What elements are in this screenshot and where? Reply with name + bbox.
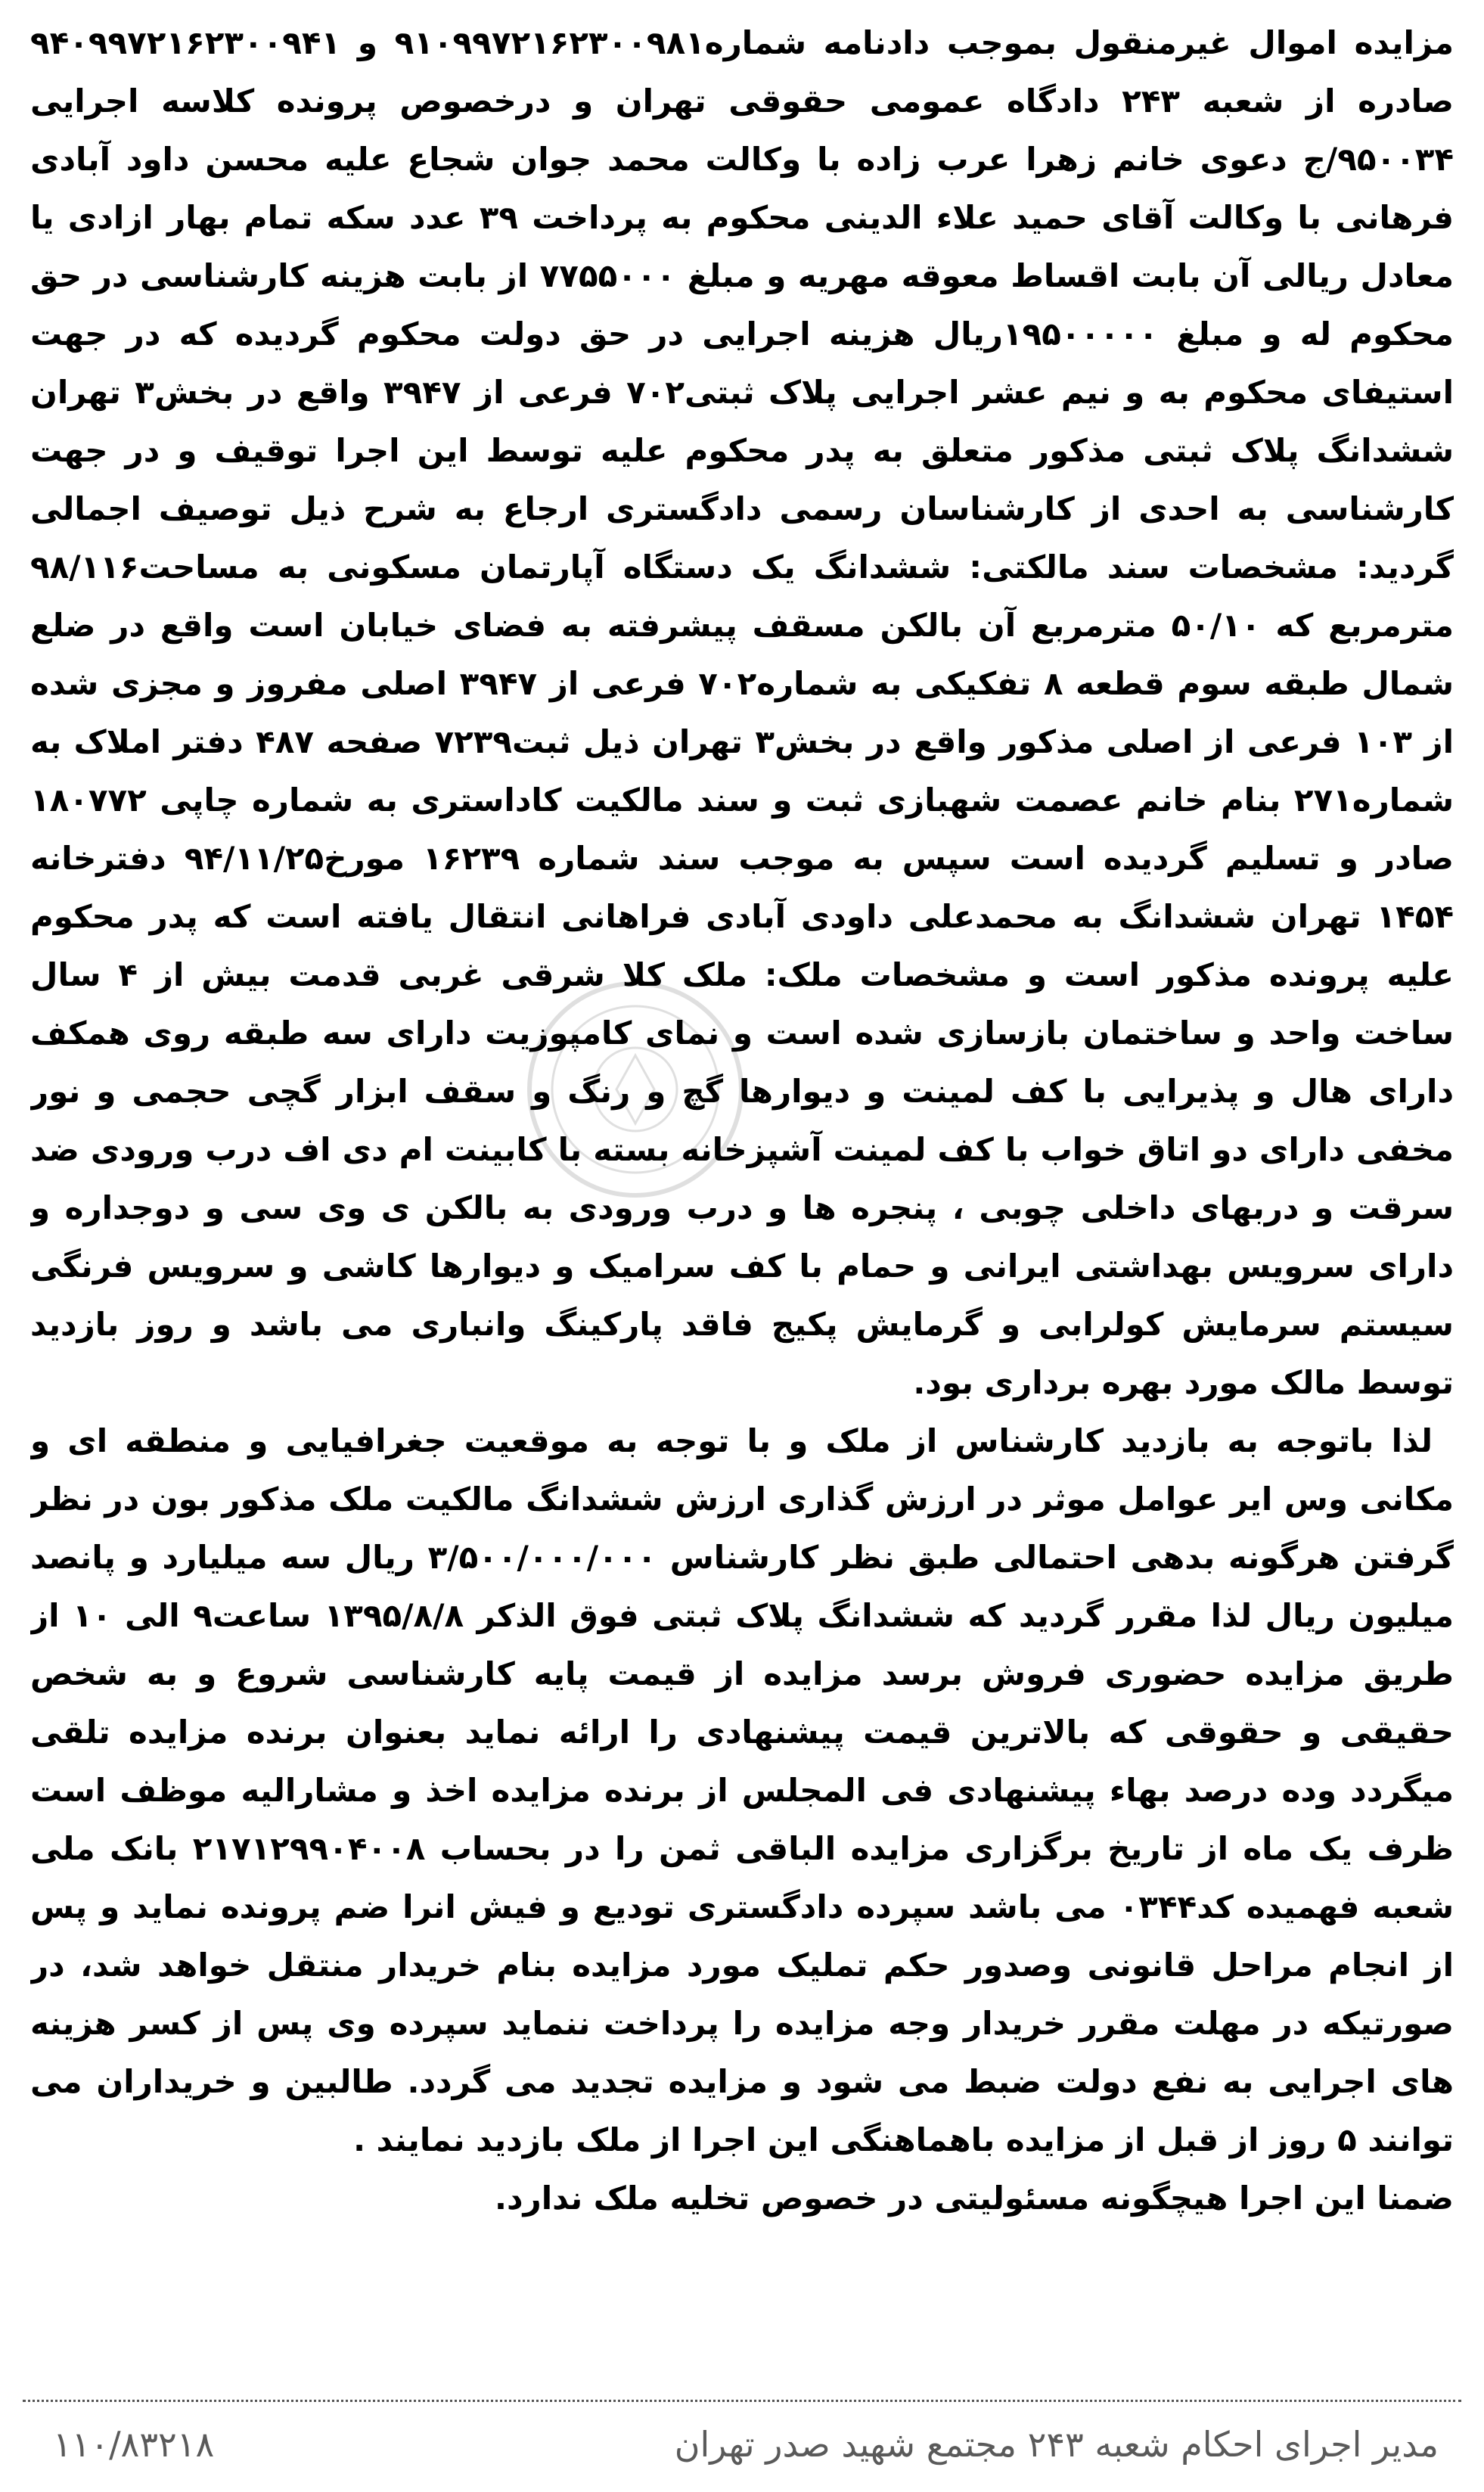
signer-title: مدیر اجرای احکام شعبه ۲۴۳ مجتمع شهید صدر تهران (674, 2424, 1439, 2465)
footer-divider (23, 2400, 1461, 2402)
notice-paragraph-terms: لذا باتوجه به بازدید کارشناس از ملک و با توجه به موقعیت جغرافیایی و منطقه ای و مکانی وس ایر عوامل موثر در ارزش گذاری ارزش ششدانگ مالکیت ملک مذکور بون در نظر گرفتن هرگونه بدهی احتمالی طبق نظر کارشناس ۳/۵۰۰/۰۰۰/۰۰۰ ریال سه میلیارد و پانصد میلیون ریال لذا مقرر گردید که ششدانگ پلاک ثبتی فوق الذکر ۱۳۹۵/۸/۸ ساعت۹ الی ۱۰ از طریق مزایده حضوری فروش برسد مزایده از قیمت پایه کارشناسی شروع و به شخص حقیقی و حقوقی که بالاترین قیمت پیشنهادی را ارائه نماید بعنوان برنده مزایده تلقی میگردد وده درصد بهاء پیشنهادی فی المجلس از برنده مزایده اخذ و مشارالیه موظف است ظرف یک ماه از تاریخ برگزاری مزایده الباقی ثمن را در بحساب ۲۱۷۱۲۹۹۰۴۰۰۸ بانک ملی شعبه فهمیده کد۰۳۴۴ می باشد سپرده دادگستری تودیع و فیش انرا ضم پرونده نماید و پس از انجام مراحل قانونی وصدور حکم تملیک مورد مزایده بنام خریدار منتقل خواهد شد، در صورتیکه در مهلت مقرر خریدار وجه مزایده را پرداخت ننماید سپرده وی پس از کسر هزینه های اجرایی به نفع دولت ضبط می شود و مزایده تجدید می گردد. طالبین و خریداران می توانند ۵ روز از قبل از مزایده باهماهنگی این اجرا از ملک بازدید نمایند . (30, 1422, 1454, 2158)
notice-paragraph-disclaimer: ضمنا این اجرا هیچگونه مسئولیتی در خصوص تخلیه ملک ندارد. (495, 2180, 1454, 2217)
notice-footer (53, 2410, 1439, 2478)
notice-paragraph-main: مزایده اموال غیرمنقول بموجب دادنامه شماره۹۱۰۹۹۷۲۱۶۲۳۰۰۹۸۱ و ۹۴۰۹۹۷۲۱۶۲۳۰۰۹۴۱ صادره از شعبه ۲۴۳ دادگاه عمومی حقوقی تهران و درخصوص پرونده کلاسه اجرایی ۹۵۰۰۳۴/ج دعوی خانم زهرا عرب زاده با وکالت محمد جوان شجاع علیه محسن داود آبادی فرهانی با وکالت آقای حمید علاء الدینی محکوم به پرداخت ۳۹ عدد سکه تمام بهار ازادی یا معادل ریالی آن بابت اقساط معوقه مهریه و مبلغ ۷۷۵۵۰۰۰ از بابت هزینه کارشناسی در حق محکوم له و مبلغ ۱۹۵۰۰۰۰۰ریال هزینه اجرایی در حق دولت محکوم گردیده که در جهت استیفای محکوم به و نیم عشر اجرایی پلاک ثبتی۷۰۲ فرعی از ۳۹۴۷ واقع در بخش۳ تهران ششدانگ پلاک ثبتی مذکور متعلق به پدر محکوم علیه توسط این اجرا توقیف و در جهت کارشناسی به احدی از کارشناسان رسمی دادگستری ارجاع به شرح ذیل توصیف اجمالی گردید: مشخصات سند مالکتی: ششدانگ یک دستگاه آپارتمان مسکونی به مساحت۹۸/۱۱۶ مترمربع که ۵۰/۱۰ مترمربع آن بالکن مسقف پیشرفته به فضای خیابان است واقع در ضلع شمال طبقه سوم قطعه ۸ تفکیکی به شماره۷۰۲ فرعی از ۳۹۴۷ اصلی مفروز و مجزی شده از ۱۰۳ فرعی از اصلی مذکور واقع در بخش۳ تهران ذیل ثبت۷۲۳۹ صفحه ۴۸۷ دفتر املاک به شماره۲۷۱ بنام خانم عصمت شهبازی ثبت و سند مالکیت کاداستری به شماره چاپی ۱۸۰۷۷۲ صادر و تسلیم گردیده است سپس به موجب سند شماره ۱۶۲۳۹ مورخ۹۴/۱۱/۲۵ دفترخانه ۱۴۵۴ تهران ششدانگ به محمدعلی داودی آبادی فراهانی انتقال یافته است که پدر محکوم علیه پرونده مذکور است و مشخصات ملک: ملک کلا شرقی غربی قدمت بیش از ۴ سال ساخت واحد و ساختمان بازسازی شده است و نمای کامپوزیت دارای سه طبقه روی همکف دارای هال و پذیرایی با کف لمینت و دیوارها گچ و رنگ و سقف ابزار گچی حجمی و نور مخفی دارای دو اتاق خواب با کف لمینت آشپزخانه بسته با کابینت ام دی اف درب ورودی ضد سرقت و دربهای داخلی چوبی ، پنجره ها و درب ورودی به بالکن ی وی سی و دوجداره و دارای سرویس بهداشتی ایرانی و حمام با کف سرامیک و دیوارها کاشی و سرویس فرنگی سیستم سرمایش کولرابی و گرمایش پکیج فاقد پارکینگ وانباری می باشد و روز بازدید توسط مالک مورد بهره برداری بود. (30, 24, 1454, 1401)
notice-code: ۱۱۰/۸۳۲۱۸ (53, 2424, 215, 2465)
auction-notice (30, 14, 1454, 2397)
